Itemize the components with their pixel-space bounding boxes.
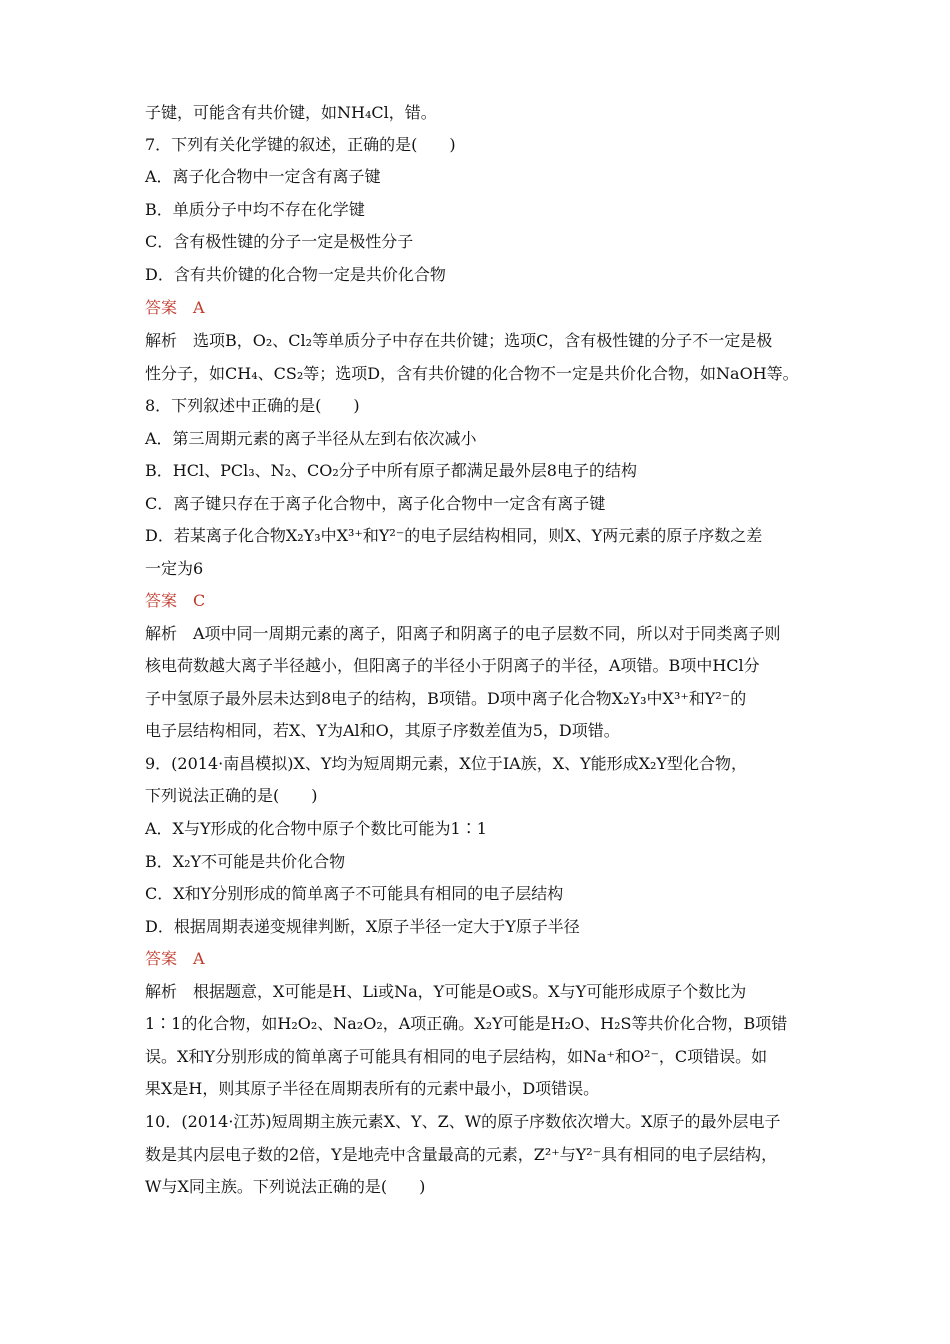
question-8-option-b: B．HCl、PCl₃、N₂、CO₂分子中所有原子都满足最外层8电子的结构 [145, 461, 637, 480]
question-7-option-a: A．离子化合物中一定含有离子键 [145, 167, 381, 186]
analysis-8-line-1: 解析 A项中同一周期元素的离子，阳离子和阴离子的电子层数不同，所以对于同类离子则 [145, 624, 781, 643]
question-8-option-a: A．第三周期元素的离子半径从左到右依次减小 [145, 429, 477, 448]
question-10-stem-line-2: 数是其内层电子数的2倍，Y是地壳中含量最高的元素，Z²⁺与Y²⁻具有相同的电子层结构， [145, 1145, 778, 1164]
analysis-8-line-4: 电子层结构相同，若X、Y为Al和O，其原子序数差值为5，D项错。 [145, 721, 620, 740]
analysis-9-line-4: 果X是H，则其原子半径在周期表所有的元素中最小，D项错误。 [145, 1079, 600, 1098]
answer-7: 答案 A [145, 298, 205, 317]
answer-9: 答案 A [145, 949, 205, 968]
question-7-option-c: C．含有极性键的分子一定是极性分子 [145, 232, 414, 251]
question-9-option-c: C．X和Y分别形成的简单离子不可能具有相同的电子层结构 [145, 884, 564, 903]
analysis-8-line-2: 核电荷数越大离子半径越小，但阳离子的半径小于阴离子的半径，A项错。B项中HCl分 [145, 656, 760, 675]
question-7-option-b: B．单质分子中均不存在化学键 [145, 200, 365, 219]
question-8-option-d-line-1: D．若某离子化合物X₂Y₃中X³⁺和Y²⁻的电子层结构相同，则X、Y两元素的原子序数之差 [145, 526, 763, 545]
analysis-9-line-1: 解析 根据题意，X可能是H、Li或Na，Y可能是O或S。X与Y可能形成原子个数比为 [145, 982, 747, 1001]
analysis-8-line-3: 子中氢原子最外层未达到8电子的结构，B项错。D项中离子化合物X₂Y₃中X³⁺和Y²⁻的 [145, 689, 747, 708]
question-8-stem: 8．下列叙述中正确的是( ) [145, 396, 360, 415]
question-10-stem-line-1: 10．(2014·江苏)短周期主族元素X、Y、Z、W的原子序数依次增大。X原子的最外层电子 [145, 1112, 781, 1131]
question-9-option-b: B．X₂Y不可能是共价化合物 [145, 852, 346, 871]
question-10-stem-line-3: W与X同主族。下列说法正确的是( ) [145, 1177, 426, 1196]
analysis-7-line-1: 解析 选项B，O₂、Cl₂等单质分子中存在共价键；选项C，含有极性键的分子不一定是极 [145, 331, 773, 350]
analysis-9-line-3: 误。X和Y分别形成的简单离子可能具有相同的电子层结构，如Na⁺和O²⁻，C项错误。如 [145, 1047, 768, 1066]
question-9-stem-line-1: 9．(2014·南昌模拟)X、Y均为短周期元素，X位于ⅠA族，X、Y能形成X₂Y型化合物， [145, 754, 748, 773]
question-7-stem: 7．下列有关化学键的叙述，正确的是( ) [145, 135, 456, 154]
question-9-option-d: D．根据周期表递变规律判断，X原子半径一定大于Y原子半径 [145, 917, 580, 936]
question-8-option-c: C．离子键只存在于离子化合物中，离子化合物中一定含有离子键 [145, 494, 606, 513]
text-line: 子键，可能含有共价键，如NH₄Cl，错。 [145, 103, 437, 122]
analysis-7-line-2: 性分子，如CH₄、CS₂等；选项D，含有共价键的化合物不一定是共价化合物，如NaOH等。 [145, 364, 799, 383]
analysis-9-line-2: 1∶1的化合物，如H₂O₂、Na₂O₂，A项正确。X₂Y可能是H₂O、H₂S等共价化合物，B项错 [145, 1014, 788, 1033]
question-7-option-d: D．含有共价键的化合物一定是共价化合物 [145, 265, 446, 284]
question-9-stem-line-2: 下列说法正确的是( ) [145, 786, 318, 805]
question-8-option-d-line-2: 一定为6 [145, 559, 204, 578]
question-9-option-a: A．X与Y形成的化合物中原子个数比可能为1∶1 [145, 819, 487, 838]
answer-8: 答案 C [145, 591, 206, 610]
